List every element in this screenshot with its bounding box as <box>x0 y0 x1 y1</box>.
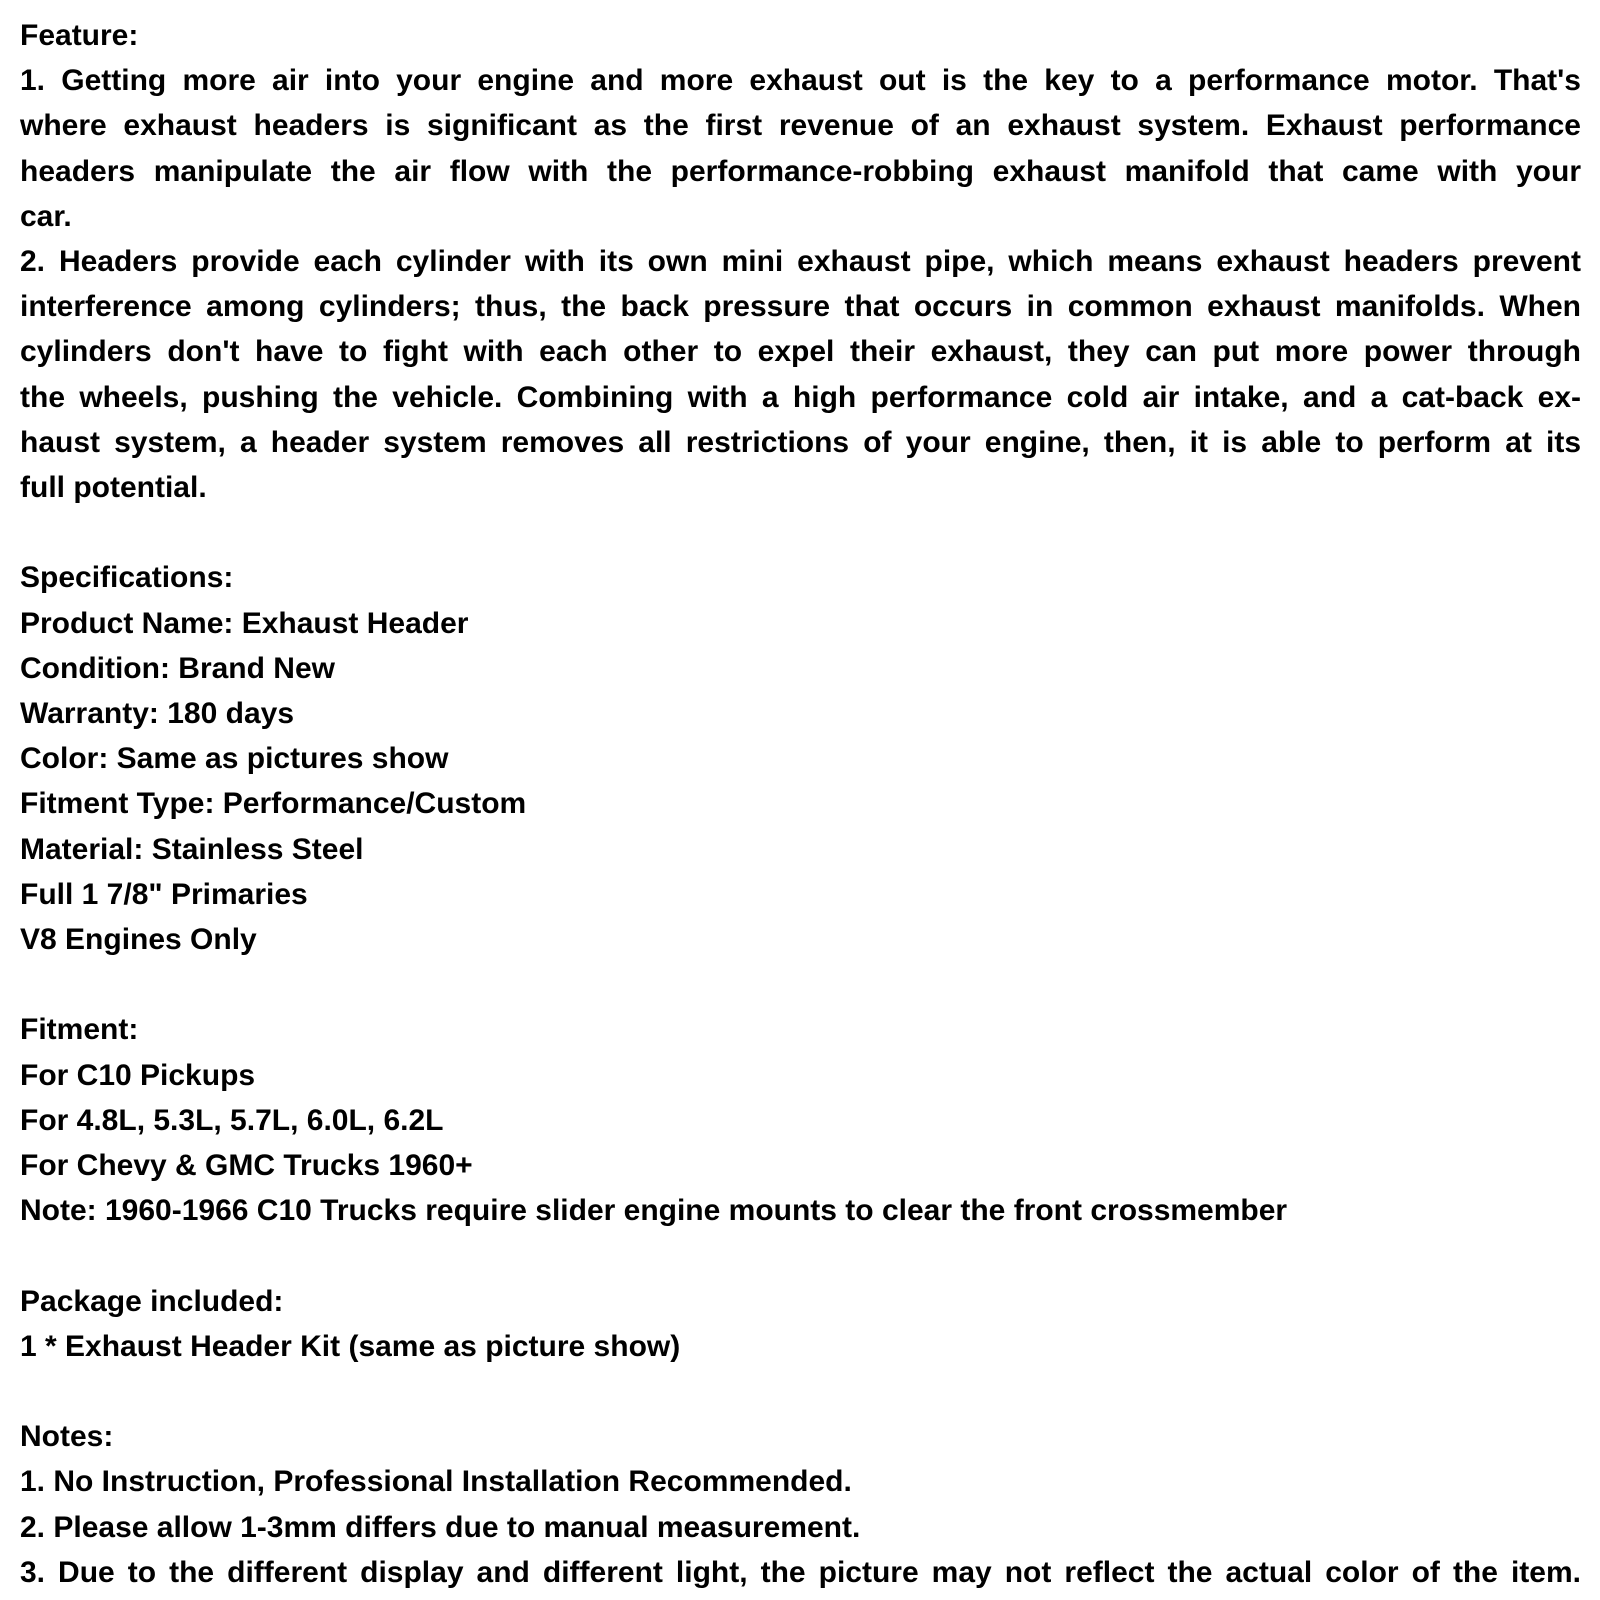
fitment-line: For C10 Pickups <box>20 1058 256 1092</box>
feature-line: cylinders don't have to fight with each other to expel their exhaust, they can put more power through <box>20 335 1581 369</box>
feature-line: where exhaust headers is significant as the first revenue of an exhaust system. Exhaust performance <box>20 109 1581 143</box>
spec-condition: Condition: Brand New <box>20 651 335 685</box>
spec-color: Color: Same as pictures show <box>20 742 449 776</box>
feature-heading: Feature: <box>20 19 139 52</box>
spec-warranty: Warranty: 180 days <box>20 697 295 731</box>
specifications-heading: Specifications: <box>20 561 234 595</box>
feature-line: full potential. <box>20 471 207 505</box>
note-line: 1. No Instruction, Professional Installation Recommended. <box>20 1465 852 1499</box>
spec-product-name: Product Name: Exhaust Header <box>20 606 469 640</box>
fitment-line: For 4.8L, 5.3L, 5.7L, 6.0L, 6.2L <box>20 1103 444 1137</box>
note-line: 2. Please allow 1-3mm differs due to manual measurement. <box>20 1510 861 1544</box>
spec-engines: V8 Engines Only <box>20 923 257 957</box>
feature-line: 2. Headers provide each cylinder with its own mini exhaust pipe, which means exhaust headers prevent <box>20 245 1581 279</box>
fitment-heading: Fitment: <box>20 1013 139 1047</box>
feature-line: car. <box>20 199 72 233</box>
package-line: 1 * Exhaust Header Kit (same as picture show) <box>20 1329 681 1363</box>
feature-line: headers manipulate the air flow with the performance-robbing exhaust manifold that came with your <box>20 154 1581 188</box>
section-gap <box>20 1369 1581 1414</box>
feature-line: haust system, a header system removes all restrictions of your engine, then, it is able to perform at its <box>20 425 1581 459</box>
feature-line: interference among cylinders; thus, the back pressure that occurs in common exhaust manifolds. When <box>20 290 1581 324</box>
package-heading: Package included: <box>20 1284 284 1318</box>
fitment-line: For Chevy & GMC Trucks 1960+ <box>20 1149 473 1183</box>
section-gap <box>20 510 1581 555</box>
spec-fitment-type: Fitment Type: Performance/Custom <box>20 787 527 821</box>
section-gap <box>20 1233 1581 1278</box>
feature-line: the wheels, pushing the vehicle. Combining with a high performance cold air intake, and a cat-back ex- <box>20 380 1581 414</box>
spec-primaries: Full 1 7/8" Primaries <box>20 877 308 911</box>
spec-material: Material: Stainless Steel <box>20 832 364 866</box>
feature-line: 1. Getting more air into your engine and more exhaust out is the key to a performance motor. That's <box>20 64 1581 98</box>
section-gap <box>20 962 1581 1007</box>
note-line: 3. Due to the different display and different light, the picture may not reflect the actual color of the item. <box>20 1555 1581 1589</box>
notes-heading: Notes: <box>20 1420 114 1454</box>
fitment-note: Note: 1960-1966 C10 Trucks require slider engine mounts to clear the front crossmember <box>20 1194 1288 1228</box>
